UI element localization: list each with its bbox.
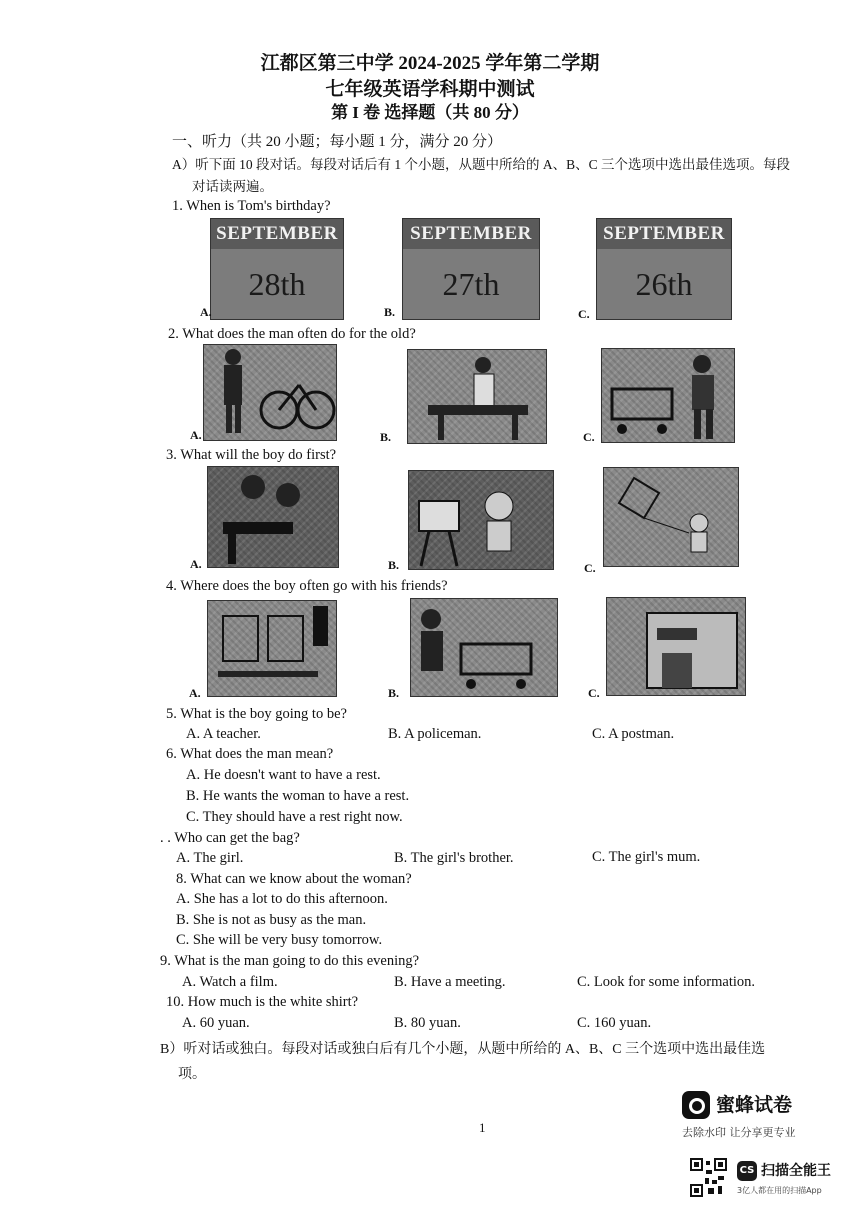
image-repairing-bikes[interactable] [203,344,337,441]
image-supermarket[interactable] [410,598,558,697]
q6-option-b[interactable]: B. He wants the woman to have a rest. [186,788,410,804]
exam-title-line3: 第 I 卷 选择题（共 80 分） [331,103,529,122]
bookshelf-icon [208,601,336,696]
shopping-cart-icon [602,349,734,442]
camscanner-subtext: 3亿人都在用的扫描App [737,1186,822,1195]
camscanner-logo-icon: CS [737,1161,757,1181]
question-5: 5. What is the boy going to be? [166,706,347,722]
part-a-instruction-1: A）听下面 10 段对话。每段对话后有 1 个小题，从题中所给的 A、B、C 三个选项中选出最佳选项。每段 [172,157,791,172]
question-6: 6. What does the man mean? [166,746,334,762]
q9-option-c[interactable]: C. Look for some information. [577,974,756,990]
calendar-option-b[interactable] [402,218,540,320]
calendar-option-c[interactable] [596,218,732,320]
image-doing-homework[interactable] [207,466,339,568]
image-bank[interactable] [606,597,746,696]
q10-option-b[interactable]: B. 80 yuan. [394,1015,461,1031]
question-4: 4. Where does the boy often go with his friends? [166,578,448,594]
calendar-day: 26th [635,266,693,302]
image-cooking[interactable] [407,349,547,444]
exam-title-line1: 江都区第三中学 2024-2025 学年第二学期 [260,53,600,74]
building-icon [607,598,745,695]
option-letter: A. [189,686,201,700]
q9-option-a[interactable]: A. Watch a film. [182,974,278,990]
calendar-month: SEPTEMBER [597,219,731,249]
q5-option-a[interactable]: A. A teacher. [186,726,261,742]
option-letter: A. [200,305,212,319]
grocery-cart-icon [411,599,557,696]
q8-option-b[interactable]: B. She is not as busy as the man. [176,912,367,928]
image-library[interactable] [207,600,337,697]
q5-option-c[interactable]: C. A postman. [592,726,675,742]
part-b-instruction-1: B）听对话或独白。每段对话或独白后有几个小题，从题中所给的 A、B、C 三个选项中选出最佳选 [160,1042,766,1057]
bicycle-icon [204,345,336,440]
page-number: 1 [479,1120,486,1135]
q10-option-c[interactable]: C. 160 yuan. [577,1015,652,1031]
calendar-month: SEPTEMBER [403,219,539,249]
option-letter: C. [583,430,595,444]
exam-title-line2: 七年级英语学科期中测试 [325,79,535,100]
watermark-subtext: 去除水印 让分享更专业 [682,1126,796,1139]
question-10: 10. How much is the white shirt? [166,994,359,1010]
q6-option-c[interactable]: C. They should have a rest right now. [186,809,403,825]
q10-option-a[interactable]: A. 60 yuan. [182,1015,250,1031]
q8-option-a[interactable]: A. She has a lot to do this afternoon. [176,891,388,907]
camscanner-watermark [690,1158,850,1203]
question-1: 1. When is Tom's birthday? [172,198,331,214]
children-at-desk-icon [208,467,338,567]
kite-icon [604,468,738,566]
option-letter: C. [588,686,600,700]
calendar-day: 27th [442,266,500,302]
q7-option-c[interactable]: C. The girl's mum. [592,849,701,865]
option-letter: B. [388,558,400,572]
q7-option-a[interactable]: A. The girl. [176,850,244,866]
image-flying-kite[interactable] [603,467,739,567]
option-letter: C. [584,561,596,575]
option-letter: B. [388,686,400,700]
part-b-instruction-2: 项。 [178,1067,206,1082]
option-letter: B. [384,305,396,319]
question-7: . . Who can get the bag? [160,830,300,846]
option-letter: A. [190,428,202,442]
q5-option-b[interactable]: B. A policeman. [388,726,482,742]
question-2: 2. What does the man often do for the old? [168,326,416,342]
bee-brand-text: 蜜蜂试卷 [716,1094,793,1116]
image-shopping-cart[interactable] [601,348,735,443]
camscanner-brand-text: 扫描全能王 [761,1163,831,1179]
part-a-instruction-2: 对话读两遍。 [192,179,273,194]
question-3: 3. What will the boy do first? [166,447,337,463]
calendar-option-a[interactable] [210,218,344,320]
option-letter: A. [190,557,202,571]
bee-exam-watermark [680,1088,805,1138]
calendar-month: SEPTEMBER [211,219,343,249]
question-9: 9. What is the man going to do this evening? [160,953,420,969]
q7-option-b[interactable]: B. The girl's brother. [394,850,514,866]
man-at-table-icon [408,350,546,443]
section-title: 一、听力（共 20 小题；每小题 1 分，满分 20 分） [172,134,503,150]
q8-option-c[interactable]: C. She will be very busy tomorrow. [176,932,383,948]
q9-option-b[interactable]: B. Have a meeting. [394,974,506,990]
easel-icon [409,471,553,569]
bee-logo-icon [682,1091,710,1119]
calendar-day: 28th [248,266,306,302]
qr-code-icon [690,1158,728,1198]
option-letter: B. [380,430,392,444]
q6-option-a[interactable]: A. He doesn't want to have a rest. [186,767,381,783]
image-drawing[interactable] [408,470,554,570]
question-8: 8. What can we know about the woman? [176,871,412,887]
option-letter: C. [578,307,590,321]
